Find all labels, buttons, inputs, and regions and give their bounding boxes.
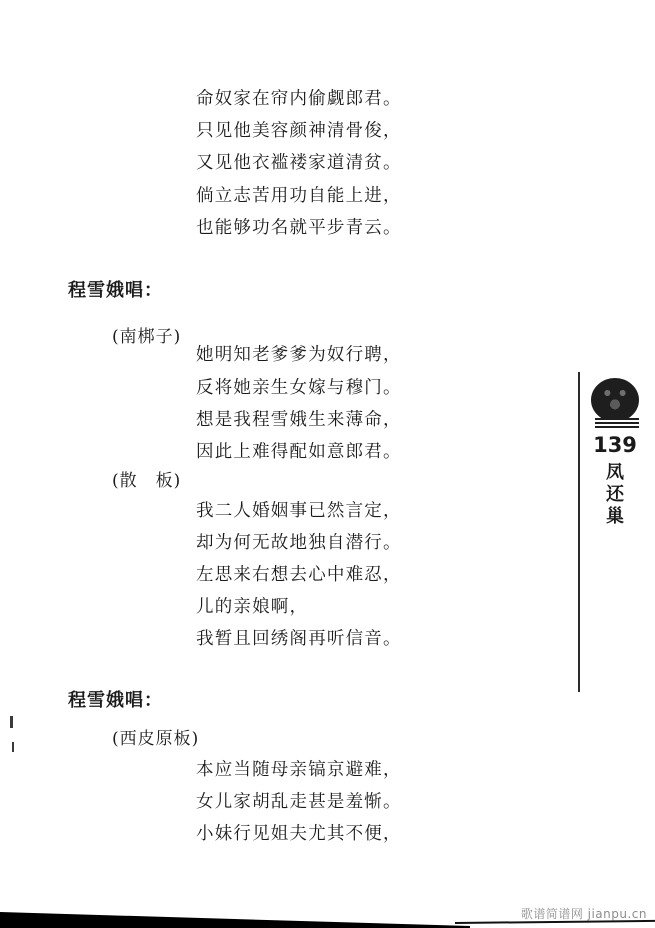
verse-line: 命奴家在帘内偷觑郎君。 xyxy=(196,89,402,109)
verse-line: 只见他美容颜神清骨俊， xyxy=(196,121,402,141)
mask-emblem-icon xyxy=(587,378,643,430)
speaker-label: 程雪娥唱： xyxy=(68,690,163,711)
verse-line: 又见他衣褴褛家道清贫。 xyxy=(196,153,402,173)
verse-line: 左思来右想去心中难忍， xyxy=(196,565,402,585)
verse-line: 反将她亲生女嫁与穆门。 xyxy=(196,378,402,398)
opera-title-char-3: 巢 xyxy=(606,505,624,527)
verse-line: 想是我程雪娥生来薄命， xyxy=(196,410,402,430)
page-number: 139 xyxy=(593,433,637,457)
verse-line: 我二人婚姻事已然言定， xyxy=(196,501,402,521)
opera-title xyxy=(580,462,650,528)
opera-title-char-2: 还 xyxy=(606,484,624,505)
verse-line: 小妹行见姐夫尤其不便， xyxy=(196,824,402,844)
opera-title-char-1: 凤 xyxy=(606,462,624,484)
tune-label: (散 板) xyxy=(112,471,182,491)
verse-line: 倘立志苦用功自能上进， xyxy=(196,186,402,206)
verse-line: 却为何无故地独自潜行。 xyxy=(196,533,402,553)
tune-label: (西皮原板) xyxy=(112,729,200,749)
speaker-label: 程雪娥唱： xyxy=(68,280,163,301)
verse-line: 她明知老爹爹为奴行聘， xyxy=(196,345,402,365)
verse-line: 本应当随母亲镐京避难， xyxy=(196,760,402,780)
verse-line: 儿的亲娘啊， xyxy=(196,597,309,617)
watermark: 歌谱简谱网 jianpu.cn xyxy=(520,907,647,921)
verse-line: 也能够功名就平步青云。 xyxy=(196,218,402,238)
verse-line: 我暂且回绣阁再听信音。 xyxy=(196,629,402,649)
verse-line: 因此上难得配如意郎君。 xyxy=(196,442,402,462)
tune-label: (南梆子) xyxy=(112,327,182,347)
verse-line: 女儿家胡乱走甚是羞惭。 xyxy=(196,792,402,812)
running-head xyxy=(580,378,650,528)
